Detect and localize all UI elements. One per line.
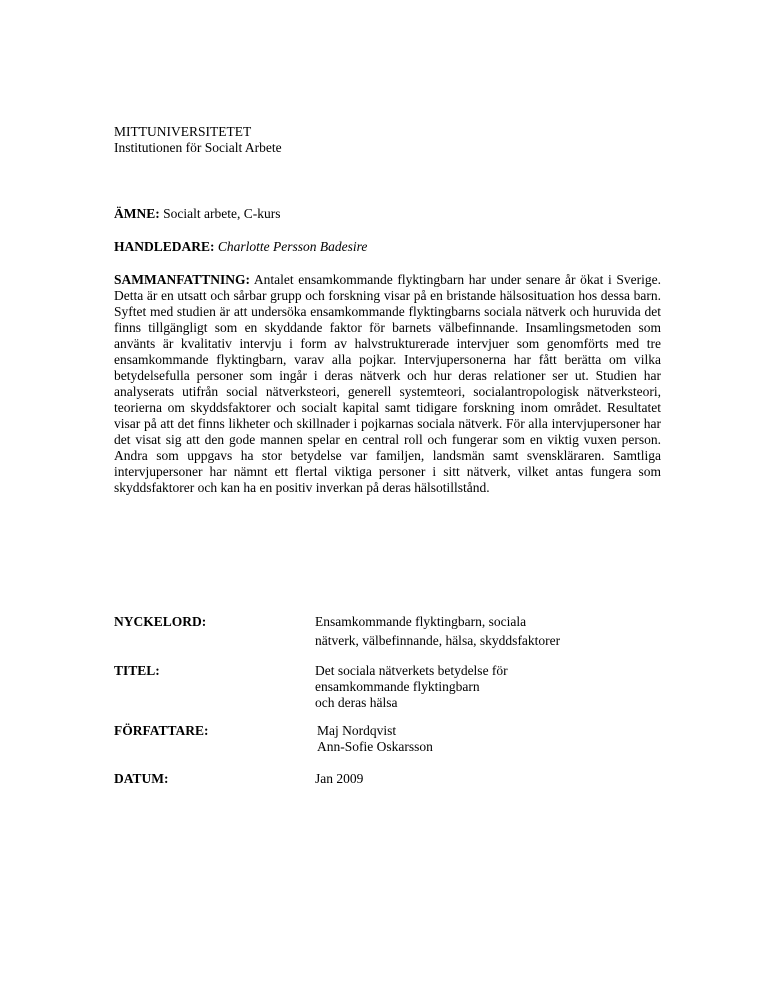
title-line-3: och deras hälsa — [315, 695, 398, 710]
institution-header — [114, 124, 282, 156]
subject-value: Socialt arbete, C-kurs — [163, 206, 281, 221]
authors-value — [317, 723, 433, 755]
summary-label: SAMMANFATTNING: — [114, 272, 250, 287]
authors-label: FÖRFATTARE: — [114, 723, 209, 738]
date-value: Jan 2009 — [315, 771, 364, 786]
date-label: DATUM: — [114, 771, 169, 786]
department-name: Institutionen för Socialt Arbete — [114, 140, 282, 155]
keywords-value — [315, 614, 560, 649]
supervisor-label: HANDLEDARE: — [114, 239, 215, 254]
title-line-1: Det sociala nätverkets betydelse för — [315, 663, 508, 678]
summary-paragraph — [114, 272, 661, 496]
supervisor-name: Charlotte Persson Badesire — [217, 239, 368, 254]
author-2: Ann-Sofie Oskarsson — [317, 739, 433, 754]
subject-label: ÄMNE: — [114, 206, 160, 221]
university-name: MITTUNIVERSITETET — [114, 124, 252, 139]
keywords-line-2: nätverk, välbefinnande, hälsa, skyddsfaktorer — [315, 633, 561, 648]
keywords-line-1: Ensamkommande flyktingbarn, sociala — [315, 614, 527, 629]
title-label: TITEL: — [114, 663, 160, 678]
title-value — [315, 663, 508, 711]
keywords-label: NYCKELORD: — [114, 614, 207, 629]
title-line-2: ensamkommande flyktingbarn — [315, 679, 480, 694]
summary-text: Antalet ensamkommande flyktingbarn har under senare år ökat i Sverige. Detta är en utsatt och sårbar grupp och forskning visar på en bristande hälsosituation hos dessa barn. Syftet med studien är att undersöka ensamkommande flyktingbarns sociala nätverk och huruvida det finns tillgängligt som en skyddande faktor för barnets välbefinnande. Insamlingsmetoden som använts är kvalitativ intervju i form av halvstrukturerade intervjuer som genomförts med tre ensamkommande flyktingbarn, varav alla pojkar. Intervjupersonerna har fått berätta om vilka betydelsefulla personer som ingår i deras nätverk och hur deras relationer ser ut. Studien har analyserats utifrån social nätverksteori, generell systemteori, socialantropologisk nätverksteori, teorierna om skyddsfaktorer och socialt kapital samt tidigare forskning inom området. Resultatet visar på att det finns likheter och skillnader i pojkarnas sociala nätverk. För alla intervjupersoner har det visat sig att den gode mannen spelar en central roll och fungerar som en viktig vuxen person. Andra som uppgavs ha stor betydelse var familjen, landsmän samt svenskläraren. Samtliga intervjupersoner har nämnt ett flertal viktiga personer i sitt nätverk, vilket antas fungera som skyddsfaktorer och kan ha en positiv inverkan på deras hälsotillstånd. — [114, 272, 661, 495]
supervisor-line — [114, 239, 367, 255]
subject-line — [114, 206, 280, 222]
author-1: Maj Nordqvist — [317, 723, 397, 738]
